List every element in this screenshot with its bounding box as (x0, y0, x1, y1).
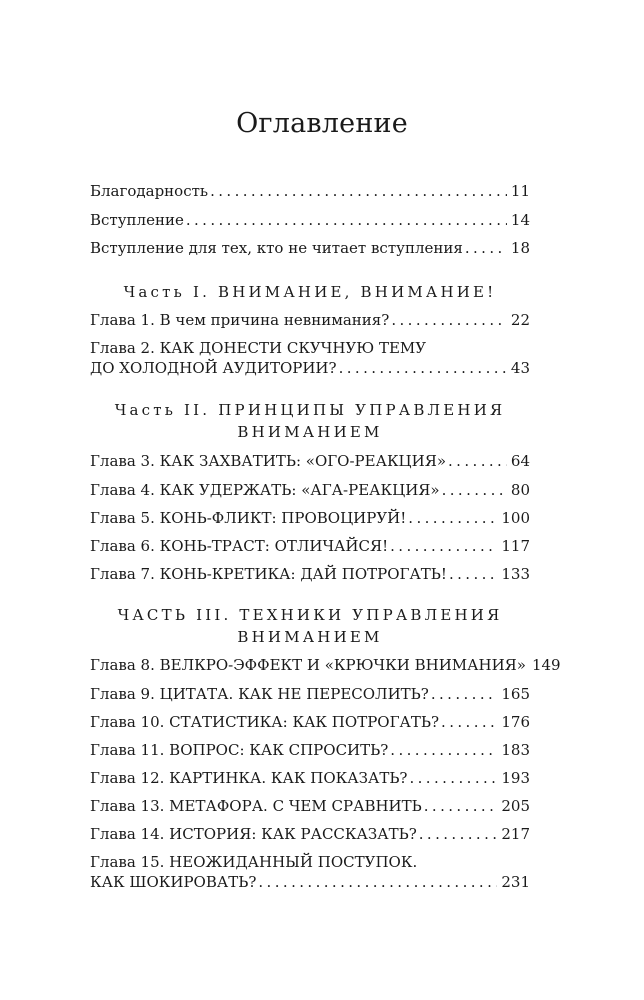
leader-dots (441, 712, 497, 732)
toc-entry (90, 181, 530, 201)
part-heading-line: Часть I. ВНИМАНИЕ, ВНИМАНИЕ! (123, 283, 497, 301)
toc-entry-label: Вступление (90, 211, 184, 229)
part-heading-line: Часть II. ПРИНЦИПЫ УПРАВЛЕНИЯ (114, 401, 506, 419)
leader-dots (210, 181, 507, 201)
toc-entry-label: Глава 12. КАРТИНКА. КАК ПОКАЗАТЬ? (90, 769, 408, 787)
toc-entry (90, 451, 530, 471)
toc-entry-page: 176 (501, 713, 530, 731)
toc-entry-page: 80 (510, 481, 530, 499)
toc-entry-page: 193 (501, 769, 530, 787)
toc-entry-label: Глава 11. ВОПРОС: КАК СПРОСИТЬ? (90, 741, 389, 759)
part-heading (90, 399, 530, 443)
toc-entry-label: Глава 1. В чем причина невнимания? (90, 311, 390, 329)
leader-dots (424, 796, 498, 816)
toc-entry-label: Глава 3. КАК ЗАХВАТИТЬ: «ОГО-РЕАКЦИЯ» (90, 452, 447, 470)
toc-entry (90, 338, 530, 378)
toc-entry-page: 100 (501, 509, 530, 527)
toc-entry-label: Глава 9. ЦИТАТА. КАК НЕ ПЕРЕСОЛИТЬ? (90, 685, 429, 703)
toc-entry (90, 655, 561, 675)
toc-entry-label: Вступление для тех, кто не читает вступления (90, 239, 463, 257)
toc-entry (90, 238, 530, 258)
leader-dots (448, 451, 507, 471)
toc-entry-label: Глава 5. КОНЬ-ФЛИКТ: ПРОВОЦИРУЙ! (90, 509, 407, 527)
leader-dots (431, 684, 498, 704)
toc-entry (90, 852, 530, 892)
toc-entry-page: 14 (510, 211, 530, 229)
leader-dots (442, 480, 507, 500)
toc-entry (90, 508, 530, 528)
toc-entry-label: Глава 6. КОНЬ-ТРАСТ: ОТЛИЧАЙСЯ! (90, 537, 389, 555)
toc-entry-label: КАК ШОКИРОВАТЬ? (90, 873, 257, 891)
toc-entry-page: 205 (501, 797, 530, 815)
toc-entry-page: 133 (501, 565, 530, 583)
leader-dots (409, 768, 497, 788)
leader-dots (449, 564, 497, 584)
toc-entry-label: Глава 8. ВЕЛКРО-ЭФФЕКТ И «КРЮЧКИ ВНИМАНИЯ» (90, 656, 526, 674)
toc-entry-page: 231 (501, 873, 530, 891)
toc-entry (90, 480, 530, 500)
leader-dots (390, 536, 497, 556)
toc-entry-line: Глава 2. КАК ДОНЕСТИ СКУЧНУЮ ТЕМУ (90, 339, 427, 357)
toc-entry-label: Глава 14. ИСТОРИЯ: КАК РАССКАЗАТЬ? (90, 825, 417, 843)
toc-entry (90, 210, 530, 230)
toc-entry-label: Глава 7. КОНЬ-КРЕТИКА: ДАЙ ПОТРОГАТЬ! (90, 565, 447, 583)
toc-entry-page: 165 (501, 685, 530, 703)
toc-entry-page: 11 (510, 182, 530, 200)
toc-entry-page: 43 (510, 359, 530, 377)
toc-entry (90, 740, 530, 760)
toc-entry (90, 310, 530, 330)
part-heading-line: ЧАСТЬ III. ТЕХНИКИ УПРАВЛЕНИЯ (117, 606, 503, 624)
toc-entry-page: 18 (510, 239, 530, 257)
leader-dots (186, 210, 507, 230)
toc-entry (90, 564, 530, 584)
toc-entry (90, 536, 530, 556)
toc-entry-label: Глава 4. КАК УДЕРЖАТЬ: «АГА-РЕАКЦИЯ» (90, 481, 440, 499)
toc-entry (90, 824, 530, 844)
toc-entry (90, 712, 530, 732)
toc-entry-label: Глава 13. МЕТАФОРА. С ЧЕМ СРАВНИТЬ (90, 797, 422, 815)
leader-dots (339, 358, 507, 378)
toc-entry-page: 149 (531, 656, 561, 674)
toc-entry (90, 684, 530, 704)
part-heading (90, 604, 530, 648)
leader-dots (258, 872, 497, 892)
toc-entry-label: Благодарность (90, 182, 209, 200)
leader-dots (391, 310, 507, 330)
toc-entry-page: 183 (501, 741, 530, 759)
leader-dots (465, 238, 507, 258)
toc-entry-page: 22 (510, 311, 530, 329)
toc-entry-page: 64 (510, 452, 530, 470)
part-heading-line: ВНИМАНИЕМ (237, 628, 383, 646)
toc-entry (90, 768, 530, 788)
part-heading-line: ВНИМАНИЕМ (237, 423, 383, 441)
toc-entry (90, 796, 530, 816)
toc-entry-label: ДО ХОЛОДНОЙ АУДИТОРИИ? (90, 359, 337, 377)
toc-entry-line: Глава 15. НЕОЖИДАННЫЙ ПОСТУПОК. (90, 853, 418, 871)
toc-entry-label: Глава 10. СТАТИСТИКА: КАК ПОТРОГАТЬ? (90, 713, 440, 731)
part-heading (90, 281, 530, 303)
toc-entry-page: 217 (501, 825, 530, 843)
page-title: Оглавление (236, 108, 408, 139)
toc-entry-page: 117 (501, 537, 530, 555)
leader-dots (390, 740, 497, 760)
leader-dots (408, 508, 497, 528)
leader-dots (419, 824, 498, 844)
